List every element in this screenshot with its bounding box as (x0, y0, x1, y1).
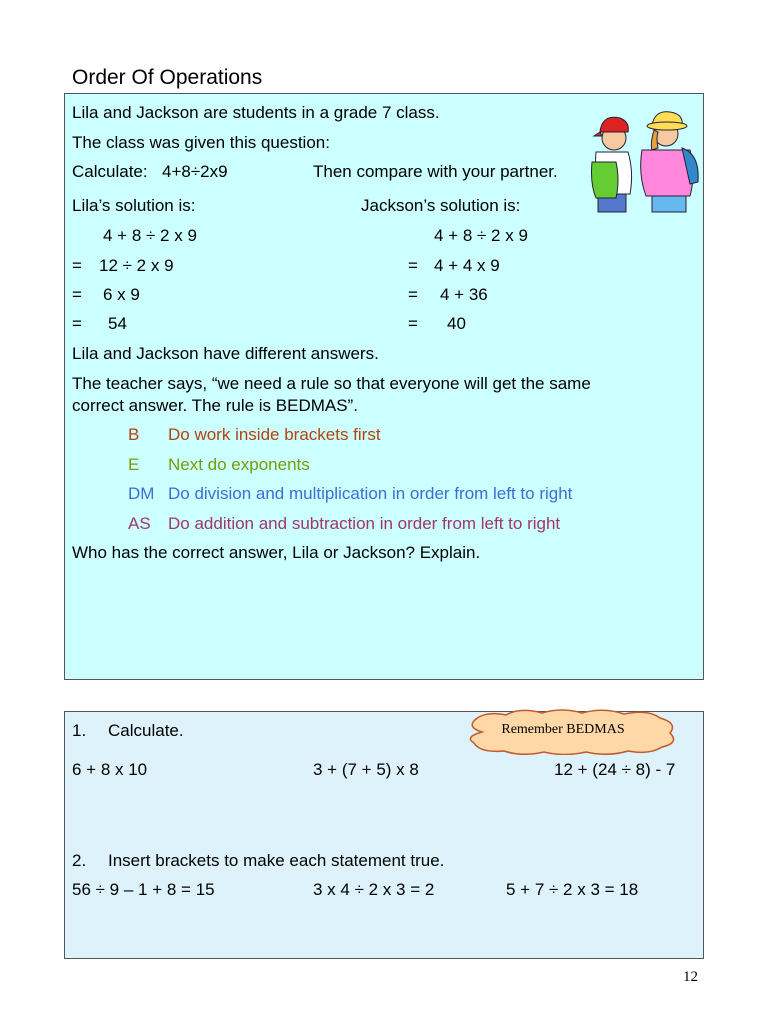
remember-bedmas-note: Remember BEDMAS (501, 722, 625, 737)
exercise-1-item-3: 12 + (24 ÷ 8) - 7 (554, 760, 676, 779)
equals-sign: = (72, 285, 82, 304)
exercise-1-item-2: 3 + (7 + 5) x 8 (313, 760, 419, 779)
different-answers: Lila and Jackson have different answers. (72, 344, 379, 363)
equals-sign: = (408, 256, 418, 275)
teacher-quote-line-1: The teacher says, “we need a rule so that everyone will get the same (72, 374, 591, 393)
jackson-step-4: 40 (447, 314, 466, 333)
bedmas-text-as: Do addition and subtraction in order from left to right (168, 514, 561, 533)
exercise-1-item-1: 6 + 8 x 10 (72, 760, 148, 779)
final-question: Who has the correct answer, Lila or Jackson? Explain. (72, 543, 481, 562)
lila-step-3: 6 x 9 (103, 285, 140, 304)
bedmas-text-b: Do work inside brackets first (168, 425, 381, 444)
equals-sign: = (72, 256, 82, 275)
bedmas-letter-e: E (128, 455, 140, 474)
lila-step-2: 12 ÷ 2 x 9 (99, 256, 174, 275)
exercise-1-label: Calculate. (108, 721, 184, 740)
intro-line-2: The class was given this question: (72, 133, 330, 152)
bedmas-text-e: Next do exponents (168, 455, 310, 474)
teacher-quote-line-2: correct answer. The rule is BEDMAS”. (72, 396, 358, 415)
lila-step-4: 54 (108, 314, 127, 333)
bedmas-letter-as: AS (128, 514, 151, 533)
two-students-icon (590, 104, 706, 216)
page-number: 12 (683, 969, 698, 985)
page-title: Order Of Operations (72, 66, 263, 89)
lila-step-1: 4 + 8 ÷ 2 x 9 (103, 226, 197, 245)
jackson-step-3: 4 + 36 (440, 285, 488, 304)
bedmas-letter-b: B (128, 425, 140, 444)
exercise-2-label: Insert brackets to make each statement true. (108, 851, 445, 870)
exercise-1-number: 1. (72, 721, 87, 740)
lila-heading: Lila’s solution is: (72, 196, 196, 215)
compare-instruction: Then compare with your partner. (313, 162, 558, 181)
jackson-step-2: 4 + 4 x 9 (434, 256, 500, 275)
jackson-step-1: 4 + 8 ÷ 2 x 9 (434, 226, 528, 245)
equals-sign: = (408, 285, 418, 304)
exercise-2-item-1: 56 ÷ 9 – 1 + 8 = 15 (72, 880, 215, 899)
calculate-label: Calculate: (72, 162, 148, 181)
equals-sign: = (408, 314, 418, 333)
exercise-2-item-3: 5 + 7 ÷ 2 x 3 = 18 (506, 880, 639, 899)
bedmas-letter-dm: DM (128, 484, 155, 503)
equals-sign: = (72, 314, 82, 333)
jackson-heading: Jackson’s solution is: (361, 196, 521, 215)
bedmas-text-dm: Do division and multiplication in order from left to right (168, 484, 573, 503)
calculate-expression: 4+8÷2x9 (162, 162, 228, 181)
exercise-2-item-2: 3 x 4 ÷ 2 x 3 = 2 (313, 880, 435, 899)
exercise-2-number: 2. (72, 851, 87, 870)
intro-line-1: Lila and Jackson are students in a grade 7 class. (72, 103, 440, 122)
